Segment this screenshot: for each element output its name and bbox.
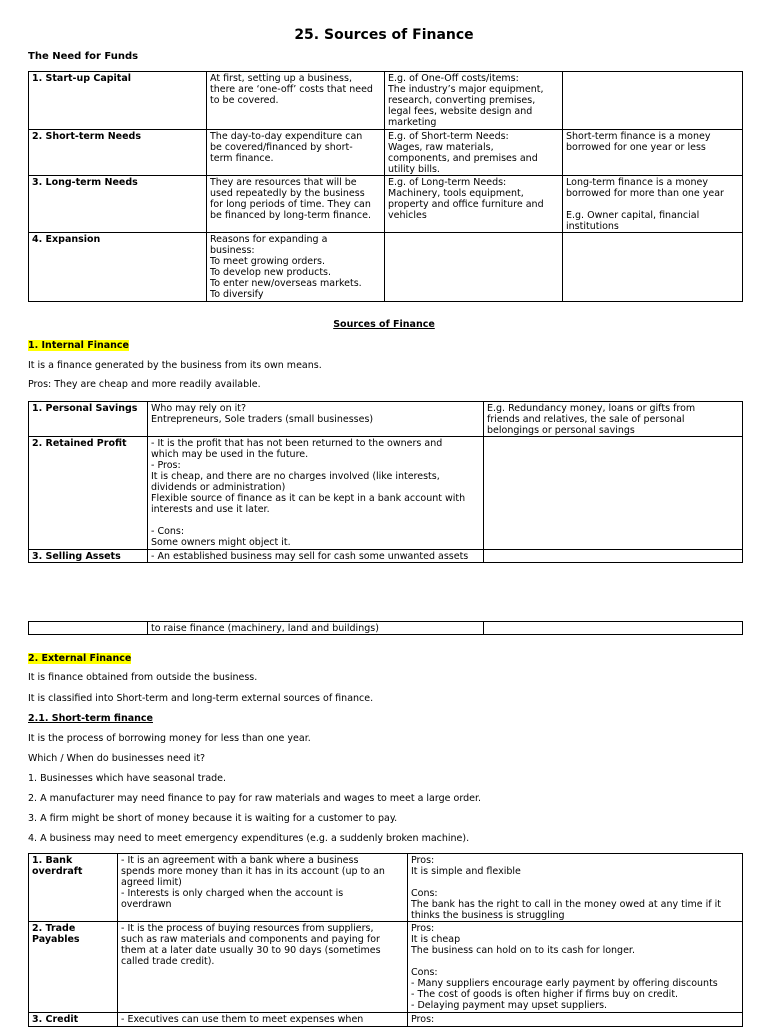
need-for-funds-table [28, 71, 743, 302]
table-cell: They are resources that will be used repeatedly by the business for long periods of time. They can be financed by long-term finance. [207, 176, 385, 233]
table-cell: - It is the profit that has not been returned to the owners and which may be used in the future. - Pros: It is cheap, and there are no charges involved (like interests, dividends or administration) Flexible source of finance as it can be kept in a bank account with interests and use it later. - Cons: Some owners might object it. [148, 437, 484, 550]
table-cell: E.g. of Long-term Needs: Machinery, tools equipment, property and office furniture and vehicles [385, 176, 563, 233]
list-item: 3. A firm might be short of money because it is waiting for a customer to pay. [28, 813, 398, 824]
external-finance-heading [28, 653, 131, 664]
internal-finance-table [28, 401, 743, 563]
table-cell: The day-to-day expenditure can be covered/financed by short- term finance. [207, 130, 385, 176]
internal-finance-heading [28, 340, 129, 351]
table-cell: 1. Personal Savings [29, 402, 148, 437]
table-row [29, 72, 743, 130]
table-cell: - It is the process of buying resources from suppliers, such as raw materials and components and paying for them at a later date usually 30 to 90 days (sometimes called trade credit). [118, 922, 408, 1013]
table-cell [484, 437, 743, 550]
table-cell [29, 622, 148, 635]
table-cell: Reasons for expanding a business: To meet growing orders. To develop new products. To enter new/overseas markets. To diversify [207, 233, 385, 302]
table-cell: At first, setting up a business, there are ‘one-off’ costs that need to be covered. [207, 72, 385, 130]
table-row [29, 922, 743, 1013]
table-cell [484, 550, 743, 563]
table-row [29, 437, 743, 550]
table-cell: - An established business may sell for cash some unwanted assets [148, 550, 484, 563]
table-row [29, 622, 743, 635]
paragraph: It is a finance generated by the business from its own means. [28, 360, 322, 371]
list-item: 2. A manufacturer may need finance to pay for raw materials and wages to meet a large order. [28, 793, 481, 804]
table-cell: 3. Selling Assets [29, 550, 148, 563]
table-cell [484, 622, 743, 635]
table-cell: - It is an agreement with a bank where a business spends more money than it has in its account (up to an agreed limit) - Interests is only charged when the account is overdrawn [118, 854, 408, 922]
page-title: 25. Sources of Finance [294, 27, 474, 43]
need-for-funds-heading: The Need for Funds [28, 51, 139, 62]
paragraph: Which / When do businesses need it? [28, 753, 206, 764]
table-row [29, 1013, 743, 1027]
table-cell: Pros: [408, 1013, 743, 1027]
table-row [29, 130, 743, 176]
table-cell [385, 233, 563, 302]
short-term-finance-table [28, 853, 743, 1027]
table-cell: to raise finance (machinery, land and buildings) [148, 622, 484, 635]
table-cell: 4. Expansion [29, 233, 207, 302]
table-row [29, 550, 743, 563]
table-cell [563, 233, 743, 302]
table-row [29, 854, 743, 922]
table-cell: Pros: It is cheap The business can hold on to its cash for longer. Cons: - Many suppliers encourage early payment by offering discounts - The cost of goods is often higher if firms buy on credit. - Delaying payment may upset suppliers. [408, 922, 743, 1013]
sources-of-finance-heading: Sources of Finance [333, 319, 435, 330]
table-cell: Who may rely on it? Entrepreneurs, Sole traders (small businesses) [148, 402, 484, 437]
table-cell: E.g. Redundancy money, loans or gifts from friends and relatives, the sale of personal belongings or personal savings [484, 402, 743, 437]
table-cell: 2. Retained Profit [29, 437, 148, 550]
paragraph: Pros: They are cheap and more readily available. [28, 379, 261, 390]
table-row [29, 233, 743, 302]
table-cell: 2. Trade Payables [29, 922, 118, 1013]
list-item: 1. Businesses which have seasonal trade. [28, 773, 227, 784]
paragraph: It is finance obtained from outside the business. [28, 672, 258, 683]
table-cell: 3. Long-term Needs [29, 176, 207, 233]
table-cell: Long-term finance is a money borrowed for more than one year E.g. Owner capital, financial institutions [563, 176, 743, 233]
table-cell: 1. Bank overdraft [29, 854, 118, 922]
internal-finance-table-continued [28, 621, 743, 635]
list-item: 4. A business may need to meet emergency expenditures (e.g. a suddenly broken machine). [28, 833, 470, 844]
table-cell: 3. Credit [29, 1013, 118, 1027]
table-cell: - Executives can use them to meet expenses when [118, 1013, 408, 1027]
table-cell: 1. Start-up Capital [29, 72, 207, 130]
table-cell: E.g. of One-Off costs/items: The industry’s major equipment, research, converting premises, legal fees, website design and marketing [385, 72, 563, 130]
short-term-finance-heading: 2.1. Short-term finance [28, 713, 153, 724]
table-cell: E.g. of Short-term Needs: Wages, raw materials, components, and premises and utility bills. [385, 130, 563, 176]
highlighted-heading: 2. External Finance [28, 653, 132, 664]
highlighted-heading: 1. Internal Finance [28, 340, 129, 351]
table-cell: 2. Short-term Needs [29, 130, 207, 176]
table-row [29, 176, 743, 233]
paragraph: It is classified into Short-term and long-term external sources of finance. [28, 693, 374, 704]
paragraph: It is the process of borrowing money for less than one year. [28, 733, 311, 744]
table-cell [563, 72, 743, 130]
table-cell: Pros: It is simple and flexible Cons: The bank has the right to call in the money owed at any time if it thinks the business is struggling [408, 854, 743, 922]
table-row [29, 402, 743, 437]
table-cell: Short-term finance is a money borrowed for one year or less [563, 130, 743, 176]
